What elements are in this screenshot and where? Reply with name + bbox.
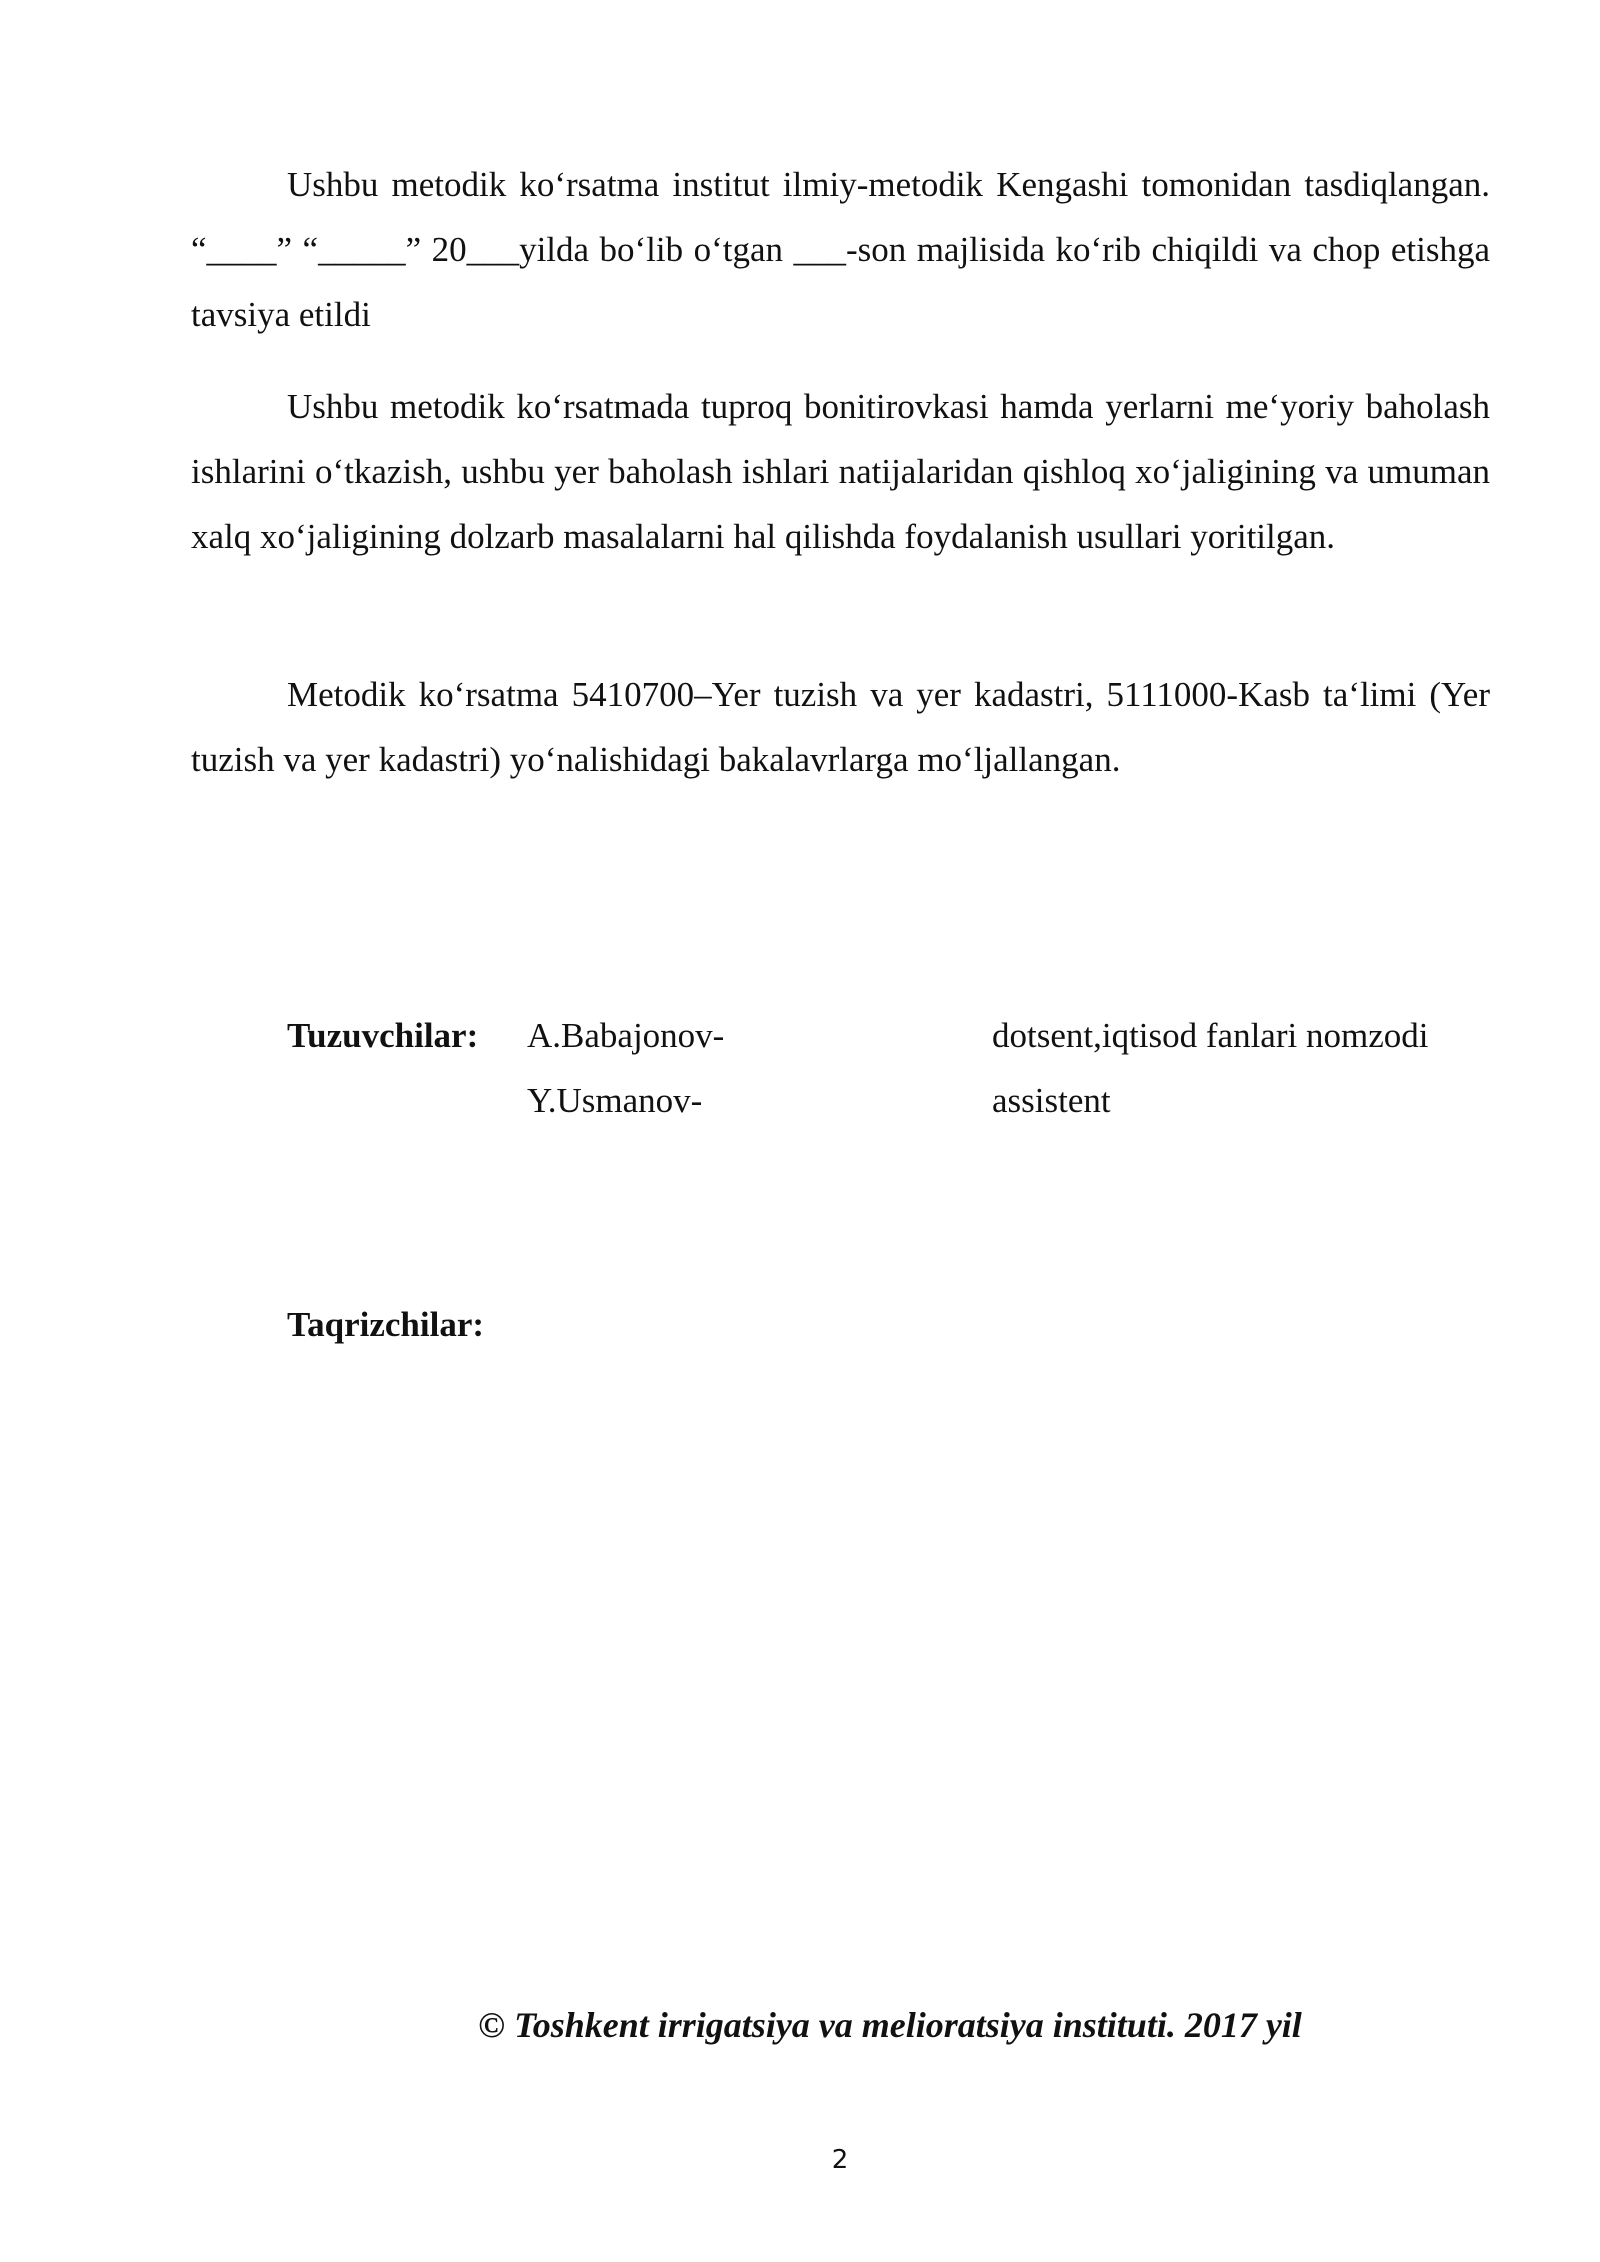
page-number: 2 xyxy=(831,2145,849,2175)
author-name: Y.Usmanov- xyxy=(527,1081,703,1120)
author-row xyxy=(287,1003,1507,1068)
author-name: A.Babajonov- xyxy=(527,1016,725,1055)
reviewers-label: Taqrizchilar: xyxy=(287,1305,485,1344)
audience-paragraph: Metodik ko‘rsatma 5410700–Yer tuzish va yer kadastri, 5111000-Kasb ta‘limi (Yer tuzish va yer kadastri) yo‘nalishidagi bakalavrlarga mo‘ljallangan. xyxy=(191,675,1490,779)
authors-label: Tuzuvchilar: xyxy=(287,1016,479,1055)
description-paragraph: Ushbu metodik ko‘rsatmada tuproq bonitirovkasi hamda yerlarni me‘yoriy baholash ishlarini o‘tkazish, ushbu yer baholash ishlari natijalaridan qishloq xo‘jaligining va umuman xalq xo‘jaligining dolzarb masalalarni hal qilishda foydalanish usullari yoritilgan. xyxy=(191,387,1490,556)
author-title: dotsent,iqtisod fanlari nomzodi xyxy=(992,1016,1429,1055)
author-title: assistent xyxy=(992,1081,1111,1120)
approval-paragraph: Ushbu metodik ko‘rsatma institut ilmiy-metodik Kengashi tomonidan tasdiqlangan. “____” “_____” 20___yilda bo‘lib o‘tgan ___-son majlisida ko‘rib chiqildi va chop etishga tavsiya etildi xyxy=(191,165,1490,334)
author-row xyxy=(287,1068,1507,1133)
copyright-line: © Toshkent irrigatsiya va melioratsiya instituti. 2017 yil xyxy=(478,2005,1302,2045)
authors-section xyxy=(287,1003,1507,1133)
